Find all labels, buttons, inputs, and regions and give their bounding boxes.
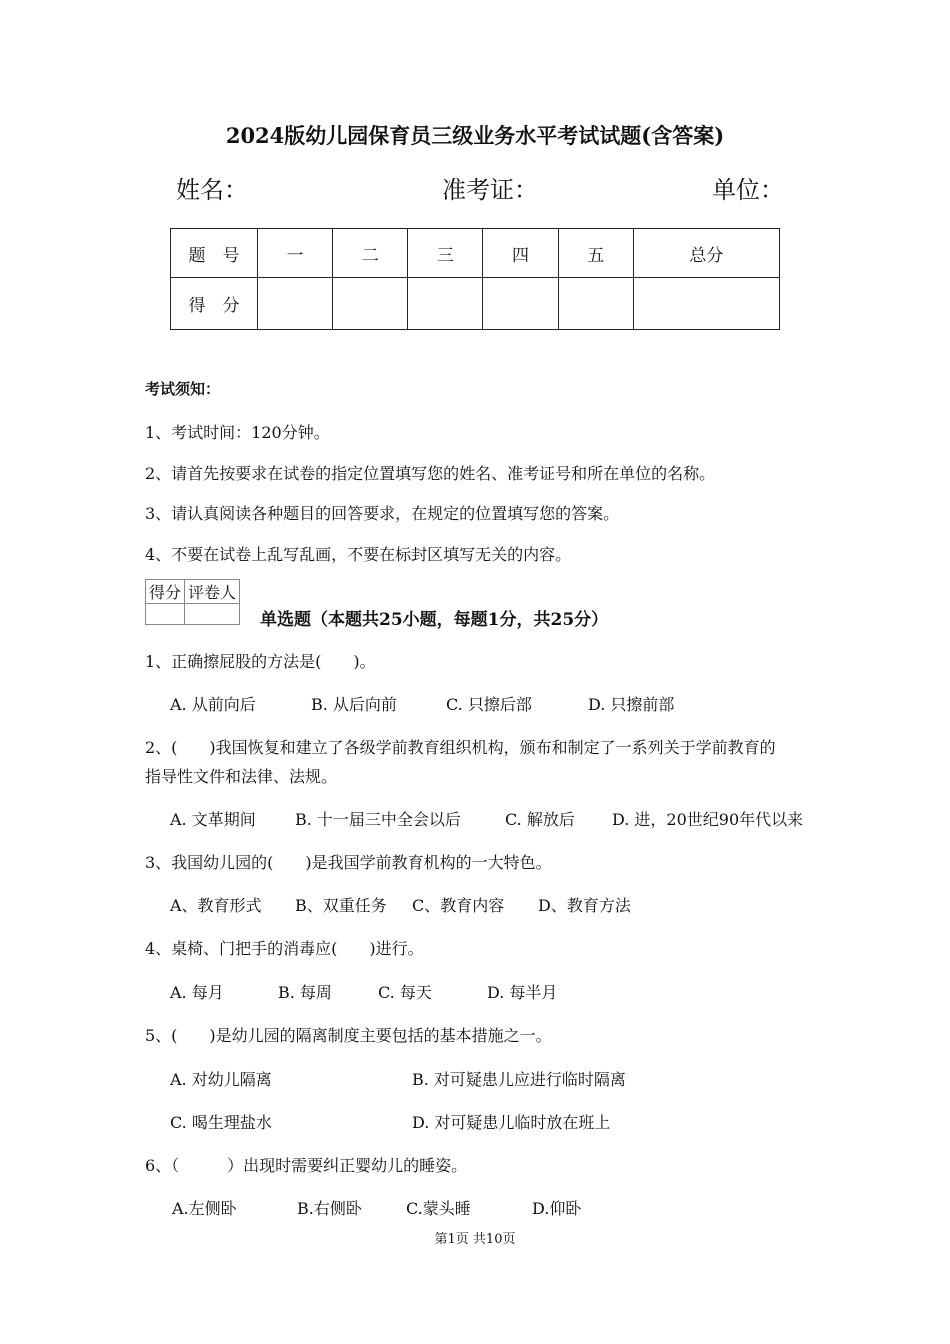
question-3-option-d[interactable]: D、教育方法 (538, 896, 631, 915)
score-table (170, 228, 780, 330)
question-4-option-a[interactable]: A. 每月 (170, 983, 224, 1002)
question-3-stem: 3、我国幼儿园的( )是我国学前教育机构的一大特色。 (145, 853, 552, 872)
notice-item: 4、不要在试卷上乱写乱画，不要在标封区填写无关的内容。 (145, 545, 572, 564)
score-table-header-cell: 二 (333, 229, 408, 278)
question-1-option-b[interactable]: B. 从后向前 (311, 695, 397, 714)
question-2-option-c[interactable]: C. 解放后 (505, 810, 575, 829)
question-6-option-c[interactable]: C.蒙头睡 (406, 1199, 471, 1218)
score-cell[interactable] (333, 278, 408, 330)
notice-item: 3、请认真阅读各种题目的回答要求，在规定的位置填写您的答案。 (145, 504, 620, 523)
score-table-row-label: 得 分 (171, 278, 258, 330)
score-table-score-row (171, 278, 780, 330)
unit-field-label: 单位： (712, 176, 784, 204)
grader-score-label: 得分 (146, 580, 185, 604)
question-4-option-c[interactable]: C. 每天 (378, 983, 432, 1002)
question-1-option-c[interactable]: C. 只擦后部 (446, 695, 532, 714)
question-1-option-d[interactable]: D. 只擦前部 (588, 695, 675, 714)
score-cell[interactable] (633, 278, 779, 330)
question-5-stem: 5、( )是幼儿园的隔离制度主要包括的基本措施之一。 (145, 1026, 552, 1045)
page-title: 2024版幼儿园保育员三级业务水平考试试题(含答案) (225, 123, 725, 148)
section-title: 单选题（本题共25小题，每题1分，共25分） (260, 610, 609, 630)
question-3-option-b[interactable]: B、双重任务 (295, 896, 387, 915)
question-1-stem: 1、正确擦屁股的方法是( )。 (145, 652, 376, 671)
question-4-stem: 4、桌椅、门把手的消毒应( )进行。 (145, 939, 424, 958)
score-cell[interactable] (408, 278, 483, 330)
question-6-option-a[interactable]: A.左侧卧 (172, 1199, 237, 1218)
question-1-option-a[interactable]: A. 从前向后 (170, 695, 256, 714)
exam-number-field-label: 准考证： (442, 176, 538, 204)
question-5-option-a[interactable]: A. 对幼儿隔离 (170, 1070, 272, 1089)
question-5-option-b[interactable]: B. 对可疑患儿应进行临时隔离 (412, 1070, 626, 1089)
question-2-option-b[interactable]: B. 十一届三中全会以后 (295, 810, 461, 829)
question-3-option-c[interactable]: C、教育内容 (412, 896, 505, 915)
score-cell[interactable] (558, 278, 633, 330)
grader-name-label: 评卷人 (185, 580, 240, 604)
question-5-option-d[interactable]: D. 对可疑患儿临时放在班上 (412, 1113, 611, 1132)
grader-box (145, 579, 240, 625)
score-table-header-label: 题 号 (171, 229, 258, 278)
question-5-option-c[interactable]: C. 喝生理盐水 (170, 1113, 272, 1132)
notice-item: 1、考试时间：120分钟。 (145, 423, 330, 442)
score-table-header-cell: 一 (258, 229, 333, 278)
notice-heading: 考试须知： (145, 380, 221, 398)
question-2-stem-continued: 指导性文件和法律、法规。 (145, 767, 338, 786)
score-table-header-cell: 总分 (633, 229, 779, 278)
notice-item: 2、请首先按要求在试卷的指定位置填写您的姓名、准考证号和所在单位的名称。 (145, 464, 716, 483)
question-6-option-d[interactable]: D.仰卧 (532, 1199, 582, 1218)
question-4-option-d[interactable]: D. 每半月 (487, 983, 558, 1002)
score-cell[interactable] (258, 278, 333, 330)
question-6-option-b[interactable]: B.右侧卧 (297, 1199, 362, 1218)
question-2-option-a[interactable]: A. 文革期间 (170, 810, 256, 829)
page-footer: 第1页 共10页 (434, 1232, 516, 1247)
question-4-option-b[interactable]: B. 每周 (278, 983, 332, 1002)
score-table-header-cell: 四 (483, 229, 558, 278)
question-3-option-a[interactable]: A、教育形式 (170, 896, 262, 915)
grader-name-cell[interactable] (185, 604, 240, 625)
score-table-header-cell: 五 (558, 229, 633, 278)
score-table-header-cell: 三 (408, 229, 483, 278)
question-2-stem: 2、( )我国恢复和建立了各级学前教育组织机构，颁布和制定了一系列关于学前教育的 (145, 738, 776, 757)
question-6-stem: 6、（ ）出现时需要纠正婴幼儿的睡姿。 (145, 1156, 468, 1175)
score-cell[interactable] (483, 278, 558, 330)
name-field-label: 姓名： (176, 176, 248, 204)
question-2-option-d[interactable]: D. 进，20世纪90年代以来 (612, 810, 804, 829)
score-table-header-row (171, 229, 780, 278)
grader-score-cell[interactable] (146, 604, 185, 625)
